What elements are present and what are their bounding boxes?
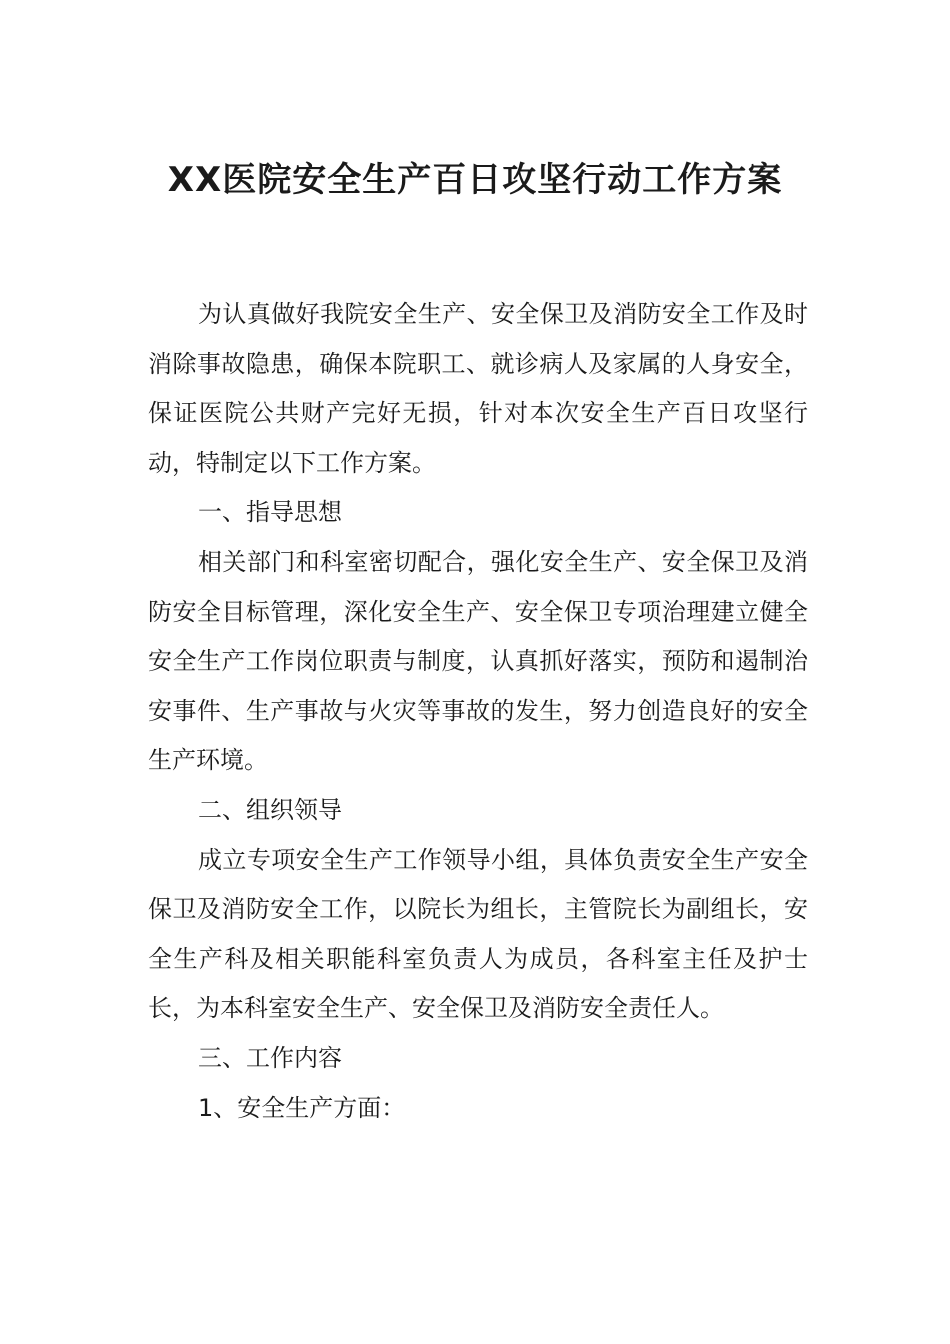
section-heading-guiding-ideology: 一、指导思想 — [198, 498, 342, 527]
intro-paragraph: 为认真做好我院安全生产、安全保卫及消防安全工作及时消除事故隐患，确保本院职工、就诊病人及家属的人身安全，保证医院公共财产完好无损，针对本次安全生产百日攻坚行动，特制定以下工作方案。 — [148, 300, 808, 477]
section-heading-work-content: 三、工作内容 — [198, 1043, 342, 1072]
subsection-heading-safety-production: 1、安全生产方面： — [198, 1093, 406, 1122]
document-title: XX医院安全生产百日攻坚行动工作方案 — [167, 160, 783, 200]
organization-paragraph: 成立专项安全生产工作领导小组，具体负责安全生产安全保卫及消防安全工作，以院长为组长，主管院长为副组长，安全生产科及相关职能科室负责人为成员，各科室主任及护士长，为本科室安全生产、安全保卫及消防安全责任人。 — [148, 845, 808, 1023]
document-body — [148, 290, 808, 1133]
section-heading-organization: 二、组织领导 — [198, 795, 342, 824]
guiding-ideology-paragraph: 相关部门和科室密切配合，强化安全生产、安全保卫及消防安全目标管理，深化安全生产、安全保卫专项治理建立健全安全生产工作岗位职责与制度，认真抓好落实，预防和遏制治安事件、生产事故与火灾等事故的发生，努力创造良好的安全生产环境。 — [148, 547, 808, 775]
